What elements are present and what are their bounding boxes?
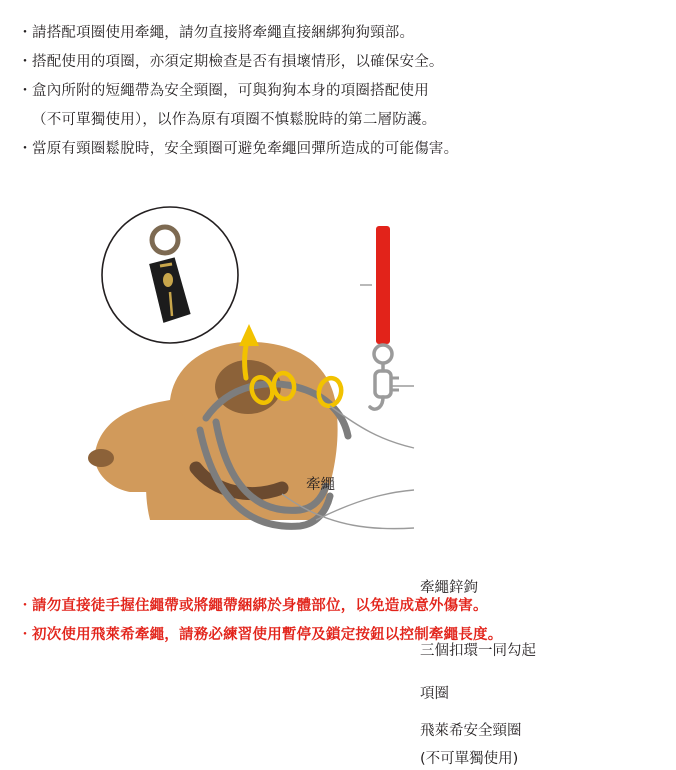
leash-strap <box>376 226 390 344</box>
note-text: 當原有頸圈鬆脫時，安全頸圈可避免牽繩回彈所造成的可能傷害。 <box>32 141 459 157</box>
list-item <box>18 51 658 73</box>
list-item <box>18 624 658 646</box>
bullet-icon: ・ <box>18 83 32 99</box>
bullet-icon: ・ <box>18 54 32 70</box>
list-item <box>18 22 658 44</box>
note-text: （不可單獨使用），以作為原有項圈不慎鬆脫時的第二層防護。 <box>32 112 437 128</box>
label-collar: 項圈 <box>420 686 449 702</box>
bullet-icon: ・ <box>18 627 32 643</box>
note-text: 盒內所附的短繩帶為安全頸圈，可與狗狗本身的項圈搭配使用 <box>32 83 429 99</box>
list-item <box>18 80 658 102</box>
bottom-warnings-list <box>18 595 658 653</box>
label-safety-collar: 飛萊希安全頸圈 <box>420 723 522 739</box>
list-item <box>18 138 658 160</box>
dog-illustration <box>88 342 338 520</box>
top-notes-list <box>18 22 658 167</box>
warning-text: 請勿直接徒手握住繩帶或將繩帶綑綁於身體部位，以免造成意外傷害。 <box>32 598 488 614</box>
magnifier-inset <box>102 207 238 343</box>
list-item <box>18 595 658 617</box>
label-leash: 牽繩 <box>306 477 335 493</box>
bullet-icon: ・ <box>18 598 32 614</box>
note-text: 請搭配項圈使用牽繩，請勿直接將牽繩直接綑綁狗狗頸部。 <box>32 25 415 41</box>
leash-clip-icon <box>370 345 399 409</box>
list-item-continuation <box>18 109 658 131</box>
bullet-icon: ・ <box>18 141 32 157</box>
bullet-icon: ・ <box>18 25 32 41</box>
warning-text: 初次使用飛萊希牽繩，請務必練習使用暫停及鎖定按鈕以控制牽繩長度。 <box>32 627 503 643</box>
label-safety-collar-note: (不可單獨使用) <box>420 751 519 767</box>
note-text: 搭配使用的項圈，亦須定期檢查是否有損壞情形，以確保安全。 <box>32 54 444 70</box>
label-three-rings: 三個扣環一同勾起 <box>420 643 536 659</box>
label-leash-clip: 牽繩鋅鉤 <box>420 580 478 596</box>
